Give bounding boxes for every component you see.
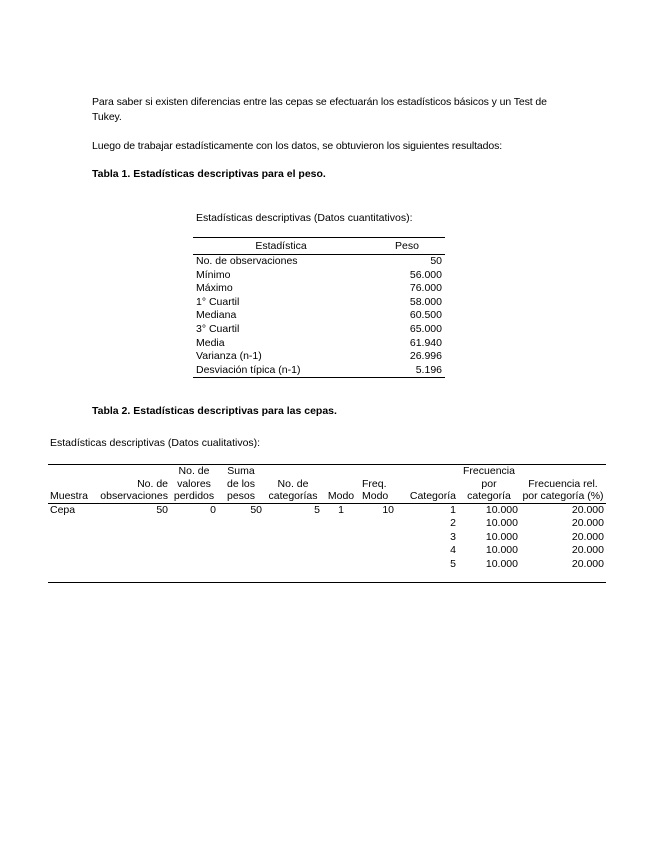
table-cell: 1 <box>450 503 456 516</box>
stat-label: Varianza (n-1) <box>196 350 262 363</box>
table1-caption: Tabla 1. Estadísticas descriptivas para el peso. <box>92 168 326 180</box>
table-cell <box>98 558 170 583</box>
table-cell: 10.000 <box>485 530 518 543</box>
table-cell <box>322 531 360 545</box>
stat-label: Mínimo <box>196 268 231 281</box>
table-cell <box>360 544 396 558</box>
intro-paragraph-2: Luego de trabajar estadísticamente con los datos, se obtuvieron los siguientes resultados: <box>92 140 503 152</box>
table-cell: 1 <box>338 503 344 516</box>
column-header-categoria: Categoría <box>409 490 456 502</box>
table-cell: 10.000 <box>485 557 518 570</box>
table-cell: 4 <box>450 544 456 557</box>
table-cell: 50 <box>250 503 262 516</box>
table-cell: 20.000 <box>571 503 604 516</box>
column-header-freq-modo: Freq. Modo <box>362 477 389 502</box>
table-cell <box>48 531 98 545</box>
stat-value: 50 <box>430 255 442 267</box>
column-header-estadistica: Estadística <box>255 240 307 252</box>
table-row <box>193 350 445 364</box>
column-header-categorias: No. de categorías <box>268 477 318 502</box>
table-cell <box>218 517 264 531</box>
table-row <box>48 517 606 531</box>
stat-value: 5.196 <box>415 363 442 376</box>
table-cell <box>48 517 98 531</box>
table-cell: 20.000 <box>571 544 604 557</box>
column-header-peso: Peso <box>395 240 419 252</box>
table-cell <box>264 544 322 558</box>
table-cell <box>218 558 264 583</box>
intro-paragraph-1: Para saber si existen diferencias entre las cepas se efectuarán los estadísticos básicos y un Test de Tukey. <box>92 96 547 123</box>
table-cell: 5 <box>450 557 456 570</box>
table-row <box>48 544 606 558</box>
table-cell <box>98 544 170 558</box>
table-cell <box>360 558 396 583</box>
table-cell: 0 <box>210 503 216 516</box>
table-cell <box>98 531 170 545</box>
stat-value: 26.996 <box>409 350 442 363</box>
stat-value: 56.000 <box>409 268 442 281</box>
column-header-muestra: Muestra <box>50 490 88 502</box>
table-cell: 10.000 <box>485 517 518 530</box>
table-cell: Cepa <box>50 503 76 516</box>
table-cell <box>170 558 218 583</box>
table-row <box>48 531 606 545</box>
table-row <box>193 337 445 351</box>
descriptive-stats-quantitative-table <box>193 237 445 378</box>
table-cell <box>48 558 98 583</box>
table-cell <box>170 531 218 545</box>
table-cell <box>264 558 322 583</box>
column-header-modo: Modo <box>327 490 355 502</box>
table-row <box>193 255 445 269</box>
table-cell <box>170 544 218 558</box>
stat-label: Desviación típica (n-1) <box>196 363 301 376</box>
table-cell: 10.000 <box>485 544 518 557</box>
stat-value: 65.000 <box>409 322 442 335</box>
table-cell <box>218 531 264 545</box>
table-cell: 3 <box>450 530 456 543</box>
table-cell: 20.000 <box>571 530 604 543</box>
table-cell <box>218 544 264 558</box>
table-row <box>48 558 606 583</box>
stat-value: 60.500 <box>409 309 442 322</box>
stat-label: 3° Cuartil <box>196 322 240 335</box>
table-cell: 20.000 <box>571 557 604 570</box>
table-cell <box>322 558 360 583</box>
table-row <box>193 323 445 337</box>
column-header-frecuencia: Frecuencia por categoría <box>463 465 515 502</box>
table-cell: 10.000 <box>485 503 518 516</box>
table-row <box>193 269 445 283</box>
table-cell: 50 <box>156 503 168 516</box>
table-cell <box>264 531 322 545</box>
column-header-observaciones: No. de observaciones <box>100 477 168 502</box>
table-row <box>193 296 445 310</box>
table-cell <box>170 517 218 531</box>
stat-label: Máximo <box>196 282 233 295</box>
stat-label: 1° Cuartil <box>196 295 240 308</box>
table-cell <box>360 517 396 531</box>
descriptive-stats-qualitative-table <box>48 464 606 583</box>
table-cell <box>322 544 360 558</box>
table-header-row <box>48 465 606 504</box>
table-row <box>193 309 445 323</box>
table-header-row <box>193 238 445 255</box>
table-row <box>193 282 445 296</box>
column-header-frecuencia-rel: Frecuencia rel. por categoría (%) <box>522 477 604 502</box>
table-cell: 2 <box>450 517 456 530</box>
stat-value: 58.000 <box>409 295 442 308</box>
stat-label: No. de observaciones <box>196 255 298 267</box>
table-cell: 10 <box>382 503 394 516</box>
table1-title: Estadísticas descriptivas (Datos cuantitativos): <box>196 212 413 224</box>
table-cell <box>322 517 360 531</box>
stat-value: 76.000 <box>409 282 442 295</box>
table2-title: Estadísticas descriptivas (Datos cualitativos): <box>50 437 261 449</box>
table2-caption: Tabla 2. Estadísticas descriptivas para las cepas. <box>92 405 337 417</box>
table-cell <box>360 531 396 545</box>
stat-value: 61.940 <box>409 336 442 349</box>
table-cell: 20.000 <box>571 517 604 530</box>
table-row <box>193 364 445 378</box>
stat-label: Media <box>196 336 225 349</box>
stat-label: Mediana <box>196 309 237 322</box>
column-header-valores-perdidos: No. de valores perdidos <box>173 465 215 502</box>
table-cell <box>264 517 322 531</box>
column-header-suma-pesos: Suma de los pesos <box>226 465 256 502</box>
table-cell <box>98 517 170 531</box>
table-row <box>48 503 606 517</box>
table-cell: 5 <box>314 503 320 516</box>
table-cell <box>48 544 98 558</box>
